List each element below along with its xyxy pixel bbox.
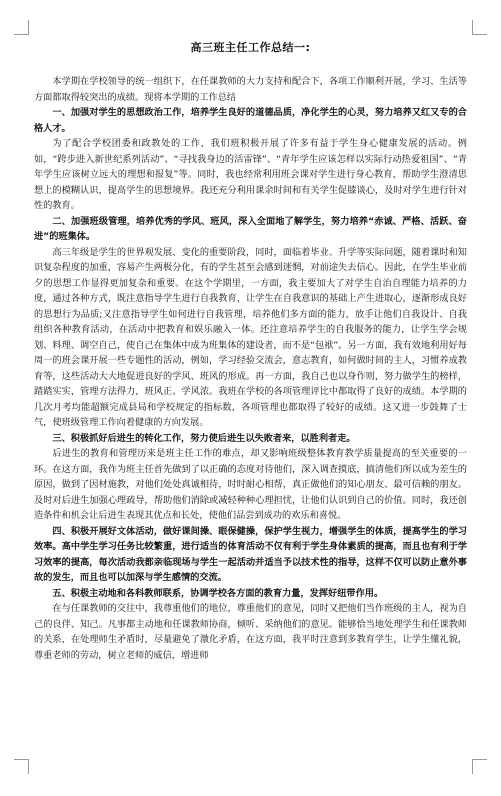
section-heading-4: 四、积极开展好文体活动，做好课间操、眼保健操，保护学生视力，增强学生的体质，提高学生的学习效率。高中学生学习任务比较繁重，进行适当的体育活动不仅有利于学生身体素质的提高，而且也有利于学习效率的提高，每次活动我都亲临现场与学生一起活动并适当予以技术性的指导，这样不仅可以防止意外事故的发生，而且也可以加深与学生感情的交流。 [34,525,467,583]
page-corner-mark [472,759,487,774]
page-corner-mark [472,20,487,35]
document-body [34,40,467,663]
paragraph-intro: 本学期在学校领导的统一组织下，在任课教师的大力支持和配合下，各项工作顺利开展，学习、生活等方面都取得较突出的成绩。现将本学期的工作总结 [34,76,467,103]
section-heading-1: 一、加强对学生的思想政治工作，培养学生良好的道德品质，净化学生的心灵，努力培养又红又专的合格人才。 [34,107,467,134]
paragraph-section-5: 在与任课教师的交往中，我尊重他们的地位，尊重他们的意见，同时又把他们当作班级的主人，视为自己的良伴、知己。凡事都主动地和任课教师协商，倾听、采纳他们的意见。能够恰当地处理学生和任课教师的关系，在处理师生矛盾时，尽量避免了激化矛盾，在这方面，我平时注意到多教育学生，让学生懂礼貌，尊重老师的劳动，树立老师的威信，增进师 [34,603,467,661]
paragraph-section-1: 为了配合学校团委和政教处的工作，我们班积极开展了许多有益于学生身心健康发展的活动。例如，“跨步进入新世纪系列活动”、“寻找我身边的活雷锋”、“青年学生应该怎样以实际行动热爱祖国”、“青年学生应该树立远大的理想和报复”等。同时，我也经常利用班会课对学生进行身心教育，帮助学生澄清思想上的模糊认识，提高学生的思想境界。我还充分利用课余时间和有关学生促膝谈心，及时对学生进行针对性的教育。 [34,138,467,211]
section-heading-3: 三、积极抓好后进生的转化工作，努力使后进生以失败者来，以胜利者走。 [52,432,356,444]
page-corner-mark [14,759,29,774]
section-heading-2: 二、加强班级管理，培养优秀的学风、班风，深入全面地了解学生，努力培养“赤诚、严格、活跃、奋进”的班集体。 [34,215,467,242]
document-title: 高三班主任工作总结一: [190,41,311,54]
paragraph-section-2: 高三年级是学生的世界观发展、变化的重要阶段，同时，面临着毕业、升学等实际问题，随着课时和知识复杂程度的加重，容易产生两极分化，有的学生甚至会感到迷惘，对前途失去信心。因此，在学生毕业前夕的思想工作显得更加复杂和重要。在这个学期里，一方面，我主要加大了对学生自治自理能力培养的力度，通过各种方式，既注意指导学生进行自我教育，让学生在自我意识的基础上产生进取心，逐渐形成良好的思想行为品质;又注意指导学生如何进行自我管理，培养他们多方面的能力，放手让他们自我设计、自我组织各种教育活动，在活动中把教育和娱乐融入一体。还注意培养学生的自我服务的能力，让学生学会规划、料理、调空自己，使自己在集体中成为班集体的建设者，而不是“包袱”。另一方面，我有效地利用好每周一的班会课开展一些专题性的活动，例如，学习经验交流会，意志教育，如何做时间的主人，习惯养成教育等，这些活动大大地促进良好的学风、班风的形成。再一方面，我自己也以身作则，努力做学生的榜样，踏踏实实，管理方法得力，班风正、学风浓。我班在学校的各项管理评比中都取得了良好的成绩。本学期的几次月考均能超额完成县局和学校规定的指标数，各项管理也都取得了较好的成绩。这又进一步鼓舞了士气，使班级管理工作向着健康的方向发展。 [34,246,467,428]
page-corner-mark [14,20,29,35]
section-heading-5: 五、积极主动地和各科教师联系，协调学校各方面的教育力量，发挥好纽带作用。 [52,587,384,599]
paragraph-section-3: 后进生的教育和管理历来是班主任工作的难点，却又影响班级整体教育教学质量提高的至关重要的一环。在这方面，我作为班主任首先做到了以正确的态度对待他们，深入调查摸底，搞清他们所以成为差生的原因，做到了因材施教，对他们处处真诚相待，时时耐心相帮，真正做他们的知心朋友、最可信赖的朋友。及时对后进生加强心理疏导，帮助他们消除或减轻种种心理担忧，让他们认识到自己的价值。同时，我还创造条件和机会让后进生表现其优点和长处，使他们品尝到成功的欢乐和喜悦。 [34,448,467,521]
